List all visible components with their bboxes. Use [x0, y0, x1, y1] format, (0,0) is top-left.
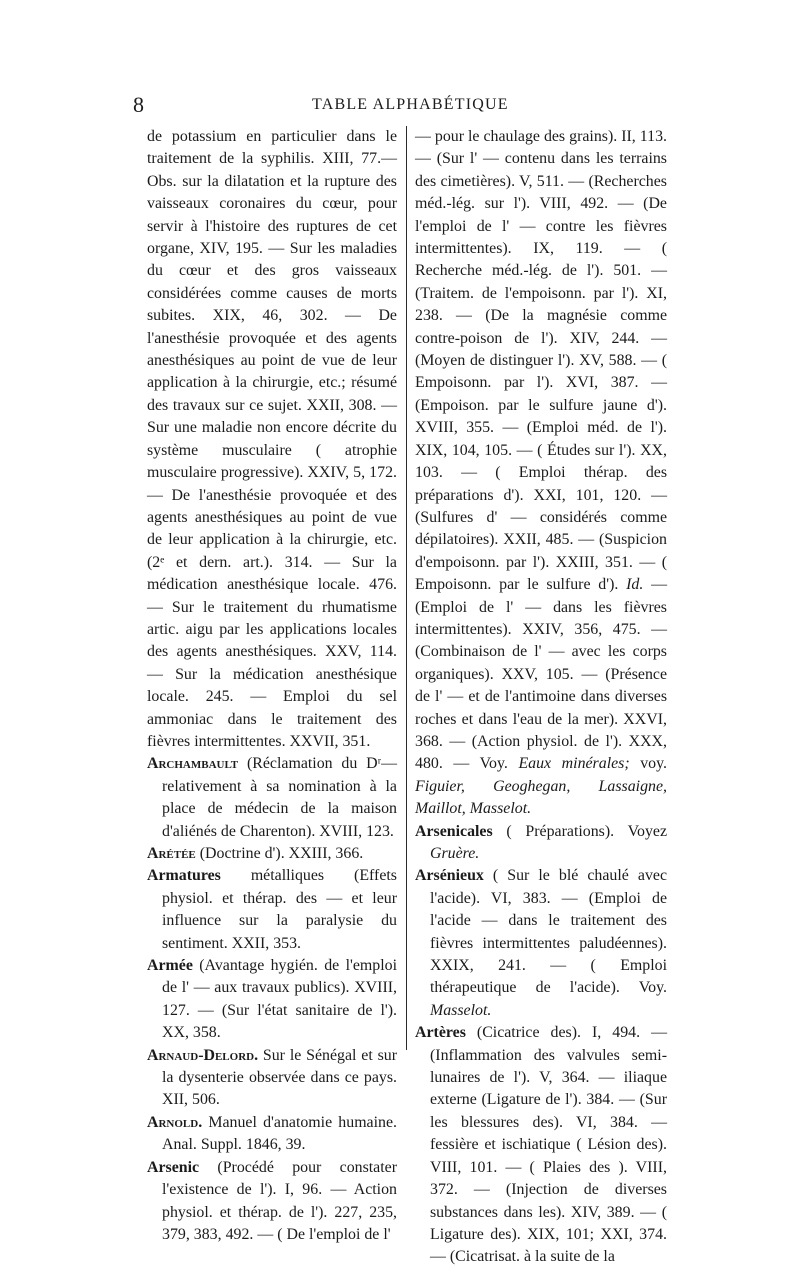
voy-text: voy. — [629, 755, 668, 773]
index-entry — [147, 1045, 397, 1112]
cross-reference: Masselot. — [430, 1001, 492, 1019]
entry-headword: Arsénieux — [415, 867, 484, 885]
cross-reference: Gruère. — [430, 845, 480, 862]
entry-text: (Procédé pour constater l'existence de l'). I, 96. — Action physiol. et thérap. de l'). 227, 235, 379, 383, 492. — ( De l'emploi de l' — [162, 1158, 397, 1243]
entry-headword: Archambault — [147, 755, 239, 773]
index-entry — [415, 821, 667, 866]
entry-headword: Armée — [147, 957, 193, 975]
entry-text: ( Sur le blé chaulé avec l'acide). VI, 383. — (Emploi de l'acide — dans le traitement des fièvres intermittentes paludéennes). XXIX, 241. — ( Emploi thérapeutique de l'acide). Voy. — [430, 867, 667, 997]
right-continuation — [415, 126, 667, 821]
index-entry — [415, 1022, 667, 1268]
entry-headword: Arnaud-Delord. — [147, 1046, 259, 1064]
entry-text: (Réclamation du Dʳ— relativement à sa nomination à la place de médecin de la maison d'aliénés de Charenton). XVIII, 123. — [162, 755, 397, 840]
entry-headword: Arnold. — [147, 1113, 203, 1131]
index-entry — [147, 955, 397, 1045]
continuation-text: — pour le chaulage des grains). II, 113. — (Sur l' — contenu dans les terrains des cimetières). V, 511. — (Recherches méd.-lég. sur l'). VIII, 492. — (De l'emploi de l' — contre les fièvres intermittentes). IX, 119. — ( Recherche méd.-lég. de l'). 501. — (Traitem. de l'empoisonn. par l'). XI, 238. — (De la magnésie comme contre-poison de l'). XIV, 244. — (Moyen de distinguer l'). XV, 588. — ( Empoisonn. par l'). XVI, 387. — (Empoison. par le sulfure jaune d'). XVIII, 355. — (Emploi méd. de l'). XIX, 104, 105. — ( Études sur l'). XX, 103. — ( Emploi thérap. des préparations d'). XXI, 101, 120. — (Sulfures d' — considérés comme dépilatoires). XXII, 485. — (Suspicion d'empoisonn. par l'). XXIII, 351. — ( Empoisonn. par le sulfure d'). — [415, 128, 667, 594]
right-column — [415, 126, 667, 1269]
index-entry — [147, 1157, 397, 1247]
index-entry — [147, 865, 397, 955]
entry-headword: Artères — [415, 1024, 466, 1042]
entry-text: métalliques (Effets physiol. et thérap. des — et leur influence sur la paralysie du sentiment. XXII, 353. — [162, 867, 397, 952]
page-number: 8 — [133, 92, 144, 117]
index-entry — [147, 1112, 397, 1157]
left-column — [147, 126, 397, 1246]
index-entry — [147, 843, 397, 865]
entry-text: ( Préparations). Voyez — [492, 822, 667, 840]
entry-text: Sur le Sénégal et sur la dysenterie observée dans ce pays. XII, 506. — [162, 1046, 397, 1109]
entry-text: (Doctrine d'). XXIII, 366. — [195, 845, 364, 862]
entry-text: (Avantage hygién. de l'emploi de l' — aux travaux publics). XVIII, 127. — (Sur l'état sanitaire de l'). XX, 358. — [162, 957, 397, 1042]
running-head: TABLE ALPHABÉTIQUE — [312, 96, 509, 113]
continuation-italic: Id. — [626, 576, 644, 594]
continuation-text-2: — (Emploi de l' — dans les fièvres intermittentes). XXIV, 356, 475. — (Combinaison de l' — avec les corps organiques). XXV, 105. — (Présence de l' — et de l'antimoine dans diverses roches et dans l'eau de la mer). XXVI, 368. — (Action physiol. de l'). XXX, 480. — Voy. — [415, 576, 667, 773]
cross-reference: Eaux minérales; — [518, 755, 630, 773]
index-entry — [415, 865, 667, 1022]
entry-text: Manuel d'anatomie humaine. Anal. Suppl. 1846, 39. — [162, 1113, 397, 1154]
entry-headword: Arsenic — [147, 1158, 200, 1176]
entry-headword: Arsenicales — [415, 822, 493, 840]
index-entry — [147, 753, 397, 843]
entry-headword: Armatures — [147, 867, 221, 885]
entry-headword: Arétée — [147, 845, 196, 862]
cross-reference: Figuier, Geoghegan, Lassaigne, Maillot, Masselot. — [415, 777, 667, 818]
column-rule — [406, 126, 407, 1050]
left-continuation-text: de potassium en particulier dans le traitement de la syphilis. XIII, 77.— Obs. sur la dilatation et la rupture des vaisseaux coronaires du cœur, pour servir à l'histoire des ruptures de cet organe, XIV, 195. — Sur les maladies du cœur et des gros vaisseaux considérées comme causes de morts subites. XIX, 46, 302. — De l'anesthésie provoquée et des agents anesthésiques au point de vue de leur application à la chirurgie, etc.; résumé des travaux sur ce sujet. XXII, 308. — Sur une maladie non encore décrite du système musculaire ( atrophie musculaire progressive). XXIV, 5, 172. — De l'anesthésie provoquée et des agents anesthésiques au point de vue de leur application à la chirurgie, etc. (2ᵉ et dern. art.). 314. — Sur la médication anesthésique locale. 476. — Sur le traitement du rhumatisme artic. aigu par les applications locales des agents anesthésiques. XXV, 114. — Sur la médication anesthésique locale. 245. — Emploi du sel ammoniac dans le traitement des fièvres intermittentes. XXVII, 351. — [147, 128, 397, 750]
entry-text: (Cicatrice des). I, 494. — (Inflammation des valvules semi-lunaires de l'). V, 364. — iliaque externe (Ligature de l'). 384. — (Sur les blessures des). VI, 384. — fessière et ischiatique ( Lésion des). VIII, 101. — ( Plaies des ). VIII, 372. — (Injection de diverses substances dans les). XIV, 389. — ( Ligature des). XIX, 101; XXI, 374. — (Cicatrisat. à la suite de la — [430, 1024, 667, 1266]
